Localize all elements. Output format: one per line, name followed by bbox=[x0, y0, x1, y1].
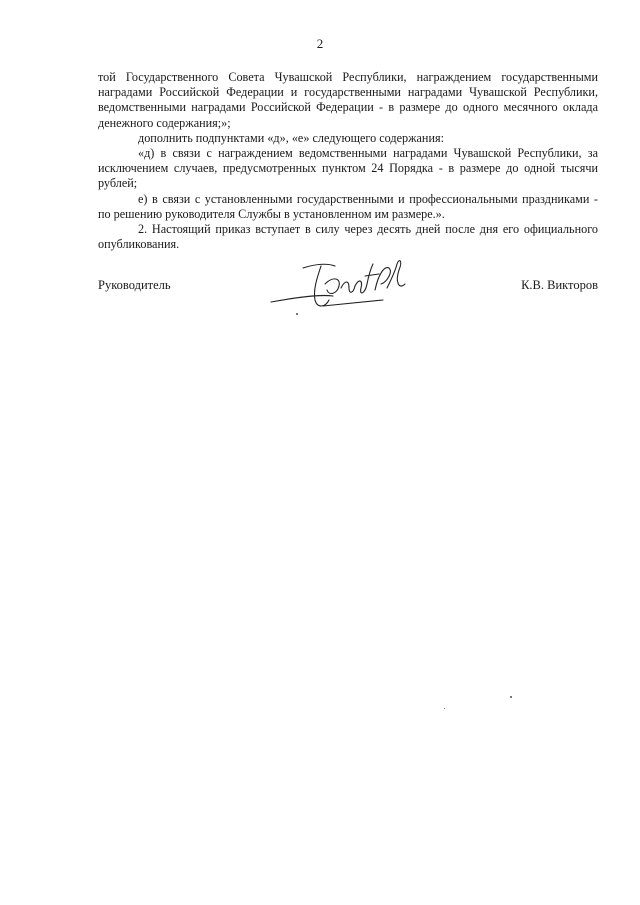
paragraph-subitem-d: «д) в связи с награждением ведомственными наградами Чувашской Республики, за исключением случаев, предусмотренных пунктом 24 Порядка - в размере до одной тысячи рублей; bbox=[98, 146, 598, 191]
signature-block bbox=[98, 250, 598, 320]
signer-name: К.В. Викторов bbox=[521, 278, 598, 292]
scan-speck bbox=[444, 708, 445, 709]
signer-position: Руководитель bbox=[98, 278, 171, 292]
scan-speck bbox=[296, 313, 298, 315]
paragraph-continuation: той Государственного Совета Чувашской Республики, награждением государственными наградами Российской Федерации и государственными наградами Чувашской Республики, ведомственными наградами Российской Федерации - в размере до одного месячного оклада денежного содержания;»; bbox=[98, 70, 598, 130]
paragraph-amendment-intro: дополнить подпунктами «д», «е» следующего содержания: bbox=[138, 130, 444, 145]
page-number: 2 bbox=[316, 36, 324, 51]
document-body bbox=[98, 70, 598, 252]
paragraph-effective-date: 2. Настоящий приказ вступает в силу через десять дней после дня его официального опубликования. bbox=[98, 222, 598, 252]
paragraph-subitem-e: е) в связи с установленными государственными и профессиональными праздниками - по решению руководителя Службы в установленном им размере.». bbox=[98, 191, 598, 221]
scan-speck bbox=[510, 696, 512, 698]
handwritten-signature bbox=[263, 250, 413, 320]
